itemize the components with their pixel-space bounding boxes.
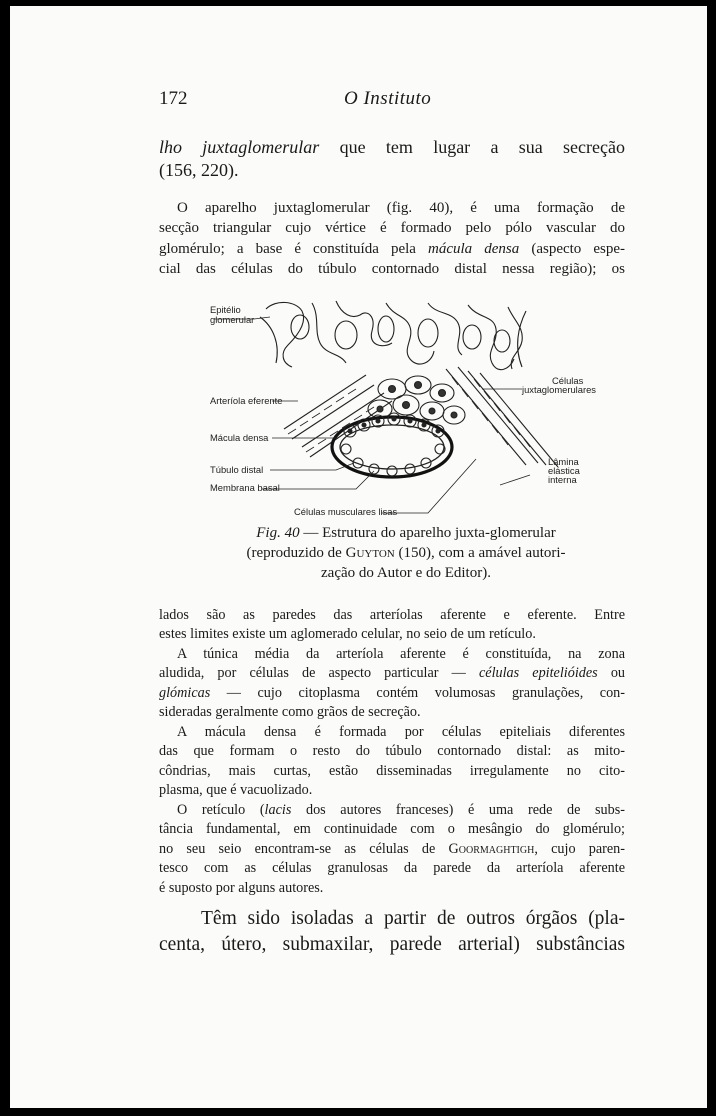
caption-line: zação do Autor e do Editor).	[321, 565, 491, 581]
book-page	[10, 6, 707, 1108]
paragraph-reticulo	[159, 801, 625, 898]
text-line: glomérulo; a base é constituída pela mácula densa (aspecto espe-	[159, 240, 626, 257]
text-line: secção triangular cujo vértice é formado pelo pólo vascular do	[159, 220, 625, 237]
text-line: aludida, por células de aspecto particular — células epitelióides ou	[159, 665, 625, 682]
label-arteriola-eferente: Arteríola eferente	[210, 395, 283, 406]
text-line: Têm sido isoladas a partir de outros órgãos (pla-	[201, 908, 625, 929]
text-line: estes limites existe um aglomerado celular, no seio de um retículo.	[159, 626, 536, 643]
text-line: sideradas geralmente como grãos de secreção.	[159, 704, 421, 721]
italic-term: glómicas	[159, 684, 211, 701]
caption-line: (reproduzido de Guyton (150), com a amável autori-	[246, 545, 566, 561]
text-line: A túnica média da arteríola aferente é constituída, na zona	[177, 646, 625, 662]
label-celulas: Células	[552, 375, 584, 386]
label-juxtaglomerulares: juxtaglomerulares	[522, 384, 596, 395]
text-line: das que formam o resto do túbulo contornado distal: as mito-	[159, 743, 625, 760]
italic-term: mácula densa	[428, 240, 520, 257]
label-interna: interna	[548, 474, 577, 485]
label-lamina: Lâmina	[548, 456, 579, 467]
text-line: é suposto por alguns autores.	[159, 879, 324, 896]
page-number: 172	[159, 88, 188, 109]
text-line: (156, 220).	[159, 160, 239, 180]
label-membrana-basal: Membrana basal	[210, 482, 280, 493]
caption-author: Guyton	[345, 545, 395, 561]
running-title: O Instituto	[344, 88, 432, 109]
label-elastica: elástica	[548, 465, 580, 476]
text-line: A mácula densa é formada por células epiteliais diferentes	[177, 724, 625, 740]
label-tubulo-distal: Túbulo distal	[210, 464, 264, 475]
paragraph-aparelho	[159, 198, 625, 280]
label-macula-densa: Mácula densa	[210, 432, 269, 443]
text-line: tância fundamental, em continuidade com o mesângio do glomérulo;	[159, 821, 625, 838]
text-line: centa, útero, submaxilar, parede arterial) substâncias	[159, 934, 625, 955]
juxtaglomerular-figure	[196, 297, 596, 519]
text-line: glómicas — cujo citoplasma contém volumosas granulações, con-	[159, 684, 625, 701]
caption-line: Fig. 40 — Estrutura do aparelho juxta-glomerular	[256, 525, 556, 541]
paragraph-lados	[159, 606, 625, 645]
text-line: cial das células do túbulo contornado distal nessa região); os	[159, 261, 625, 278]
figure-caption	[196, 523, 616, 583]
caption-fig-label: Fig. 40	[256, 525, 300, 541]
text-line: côndrias, mais curtas, estão disseminadas irregulamente no cito-	[159, 762, 625, 779]
text-line: O retículo (lacis dos autores franceses) é uma rede de subs-	[177, 802, 625, 818]
text-line: no seu seio encontram-se as células de Goormaghtigh, cujo paren-	[159, 840, 625, 857]
label-celulas-musculares: Células musculares lisas	[294, 506, 398, 517]
label-glomerular: glomerular	[210, 314, 255, 325]
paragraph-isoladas	[159, 906, 625, 958]
paragraph-intro	[159, 136, 625, 182]
text-line: tesco com as células granulosas da parede da arteríola aferente	[159, 860, 625, 877]
paragraph-macula	[159, 723, 625, 801]
text-line: plasma, que é vacuolizado.	[159, 782, 313, 799]
text-line: lho juxtaglomerular que tem lugar a sua secreção	[159, 137, 625, 157]
text-line: O aparelho juxtaglomerular (fig. 40), é uma formação de	[177, 200, 625, 216]
text-line: lados são as paredes das arteríolas aferente e eferente. Entre	[159, 607, 625, 623]
paragraph-tunica	[159, 645, 625, 723]
italic-term: lacis	[264, 802, 292, 818]
label-epitelio: Epitélio	[210, 304, 241, 315]
author-name: Goormaghtigh	[448, 840, 535, 857]
italic-term: lho juxtaglomerular	[159, 137, 320, 157]
italic-term: células epitelióides	[478, 665, 598, 682]
